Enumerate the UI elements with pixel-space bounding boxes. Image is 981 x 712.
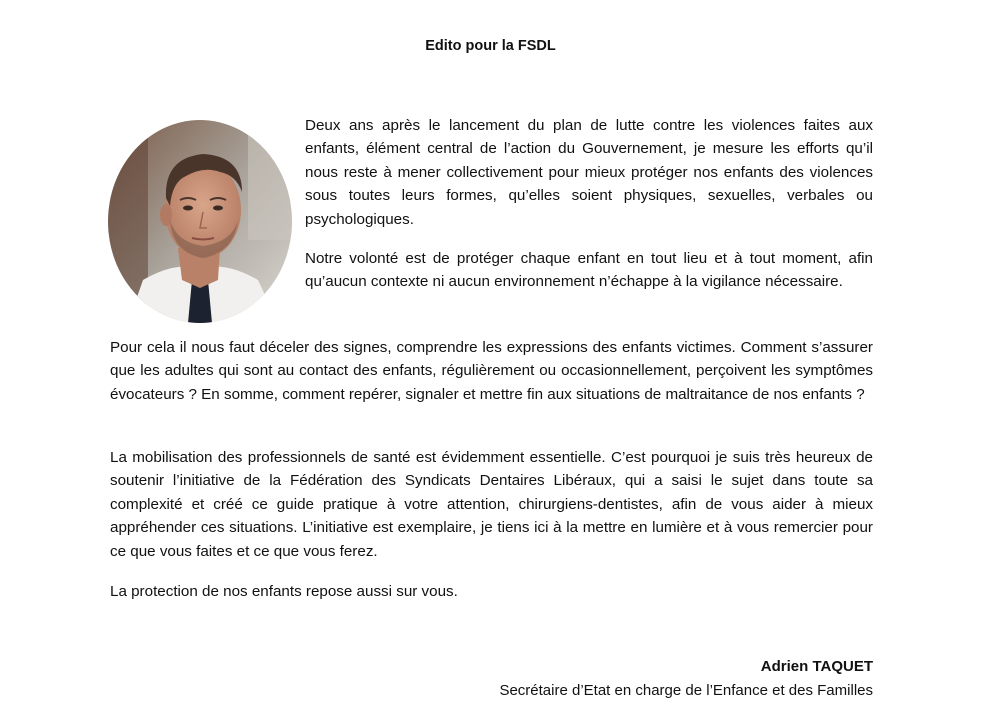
paragraph-signes: Pour cela il nous faut déceler des signes, comprendre les expressions des enfants victimes. Comment s’assurer que les adultes qui sont au contact des enfants, régulièrement ou occasionnellement, perçoivent les symptômes évocateurs ? En somme, comment repérer, signaler et mettre fin aux situations de maltraitance de nos enfants ? (110, 339, 873, 403)
document-title: Edito pour la FSDL (425, 38, 556, 54)
paragraph-intro: Deux ans après le lancement du plan de lutte contre les violences faites aux enfants, élément central de l’action du Gouvernement, je mesure les efforts qu’il nous reste à mener collectivement pour mieux protéger nos enfants des violences sous toutes leurs formes, qu’elles soient physiques, sexuelles, verbales ou psychologiques. (305, 117, 873, 228)
signature-role: Secrétaire d’Etat en charge de l’Enfance et des Familles (499, 682, 873, 699)
paragraph-mobilisation: La mobilisation des professionnels de santé est évidemment essentielle. C’est pourquoi je suis très heureux de soutenir l’initiative de la Fédération des Syndicats Dentaires Libéraux, qui a saisi le sujet dans toute sa complexité et créé ce guide pratique à votre attention, chirurgiens-dentistes, afin de vous aider à mieux appréhender ces situations. L’initiative est exemplaire, je tiens ici à la mettre en lumière et à vous remercier pour ce que vous faites et ce que vous ferez. (110, 449, 873, 560)
signature-name: Adrien TAQUET (760, 658, 873, 675)
author-portrait (108, 120, 292, 323)
paragraph-conclusion: La protection de nos enfants repose aussi sur vous. (110, 583, 458, 600)
paragraph-volonte: Notre volonté est de protéger chaque enfant en tout lieu et à tout moment, afin qu’aucun contexte ni aucun environnement n’échappe à la vigilance nécessaire. (305, 250, 873, 291)
